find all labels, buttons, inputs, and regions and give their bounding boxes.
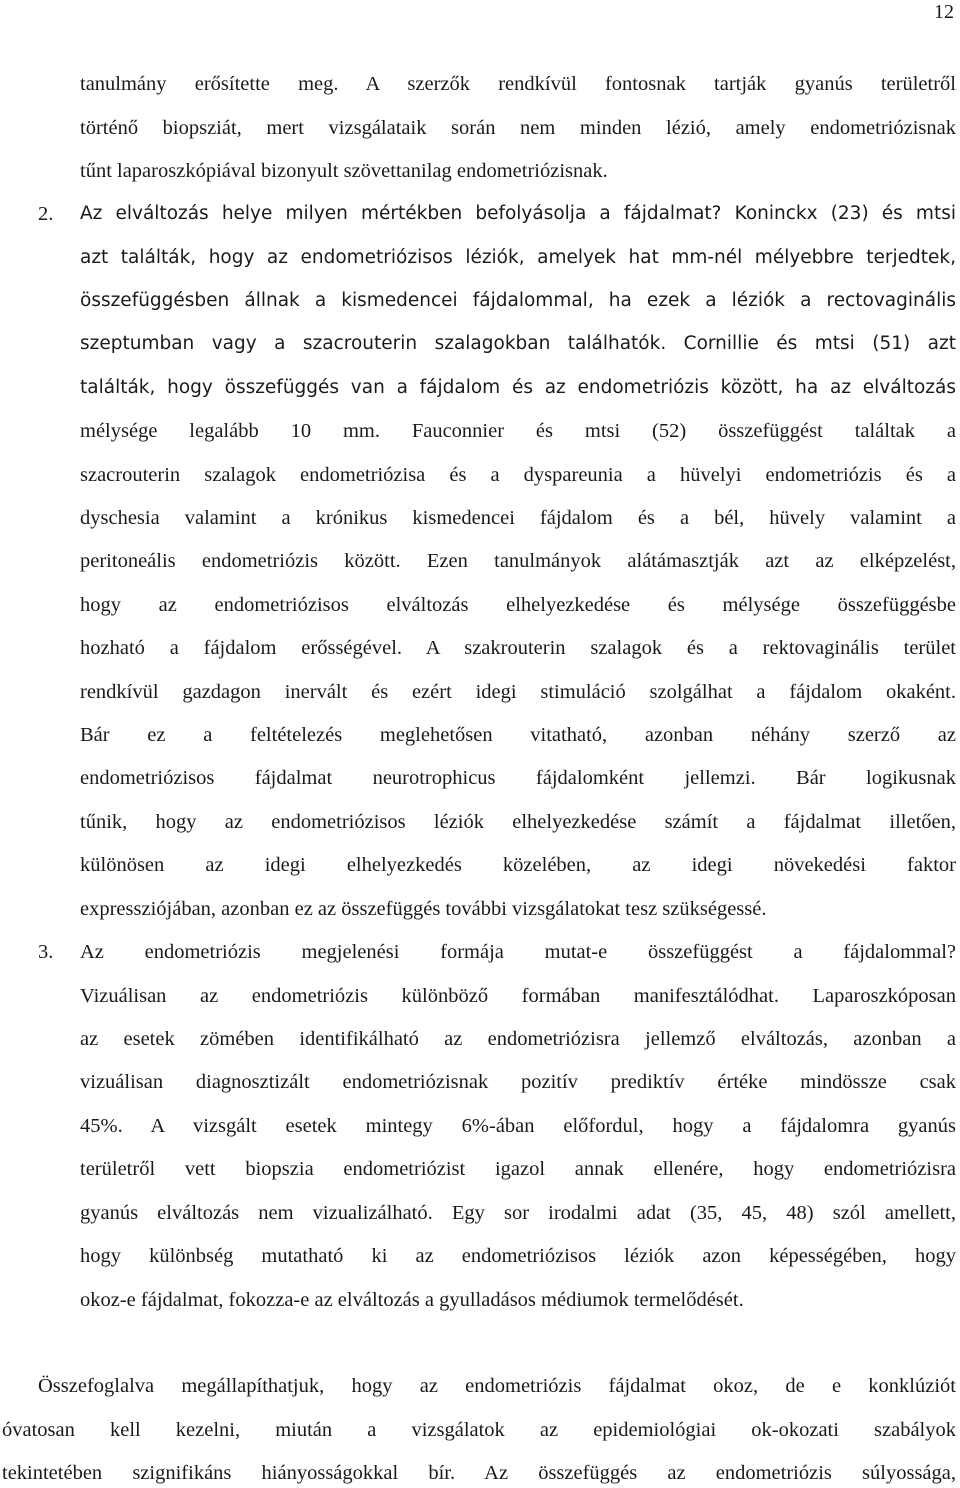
item3-line: okoz-e fájdalmat, fokozza-e az elváltozás a gyulladásos médiumok termelődését. — [80, 1289, 744, 1311]
item3-line: Az endometriózis megjelenési formája mutat-e összefüggést a fájdalommal? — [80, 941, 956, 963]
item2-line: hozható a fájdalom erősségével. A szakrouterin szalagok és a rektovaginális terület — [80, 637, 956, 659]
item2-line: expressziójában, azonban ez az összefüggés további vizsgálatokat tesz szükségessé. — [80, 898, 767, 920]
item2-line: hogy az endometriózisos elváltozás elhelyezkedése és mélysége összefüggésbe — [80, 594, 956, 616]
item2-line: szeptumban vagy a szacrouterin szalagokban találhatók. Cornillie és mtsi (51) azt — [80, 333, 956, 354]
item2-line: Az elváltozás helye milyen mértékben befolyásolja a fájdalmat? Koninckx (23) és mtsi — [80, 203, 956, 224]
item2-line: összefüggésben állnak a kismedencei fájdalommal, ha ezek a léziók a rectovaginális — [80, 290, 956, 311]
page-number: 12 — [934, 1, 954, 23]
item2-line: rendkívül gazdagon inervált és ezért idegi stimuláció szolgálhat a fájdalom okaként. — [80, 681, 956, 703]
intro-line: tűnt laparoszkópiával bizonyult szövettanilag endometriózisnak. — [80, 160, 608, 182]
item3-line: gyanús elváltozás nem vizualizálható. Egy sor irodalmi adat (35, 45, 48) szól amellett, — [80, 1202, 956, 1224]
list-item-number-3: 3. — [38, 941, 54, 963]
item3-line: hogy különbség mutatható ki az endometriózisos léziók azon képességében, hogy — [80, 1245, 956, 1267]
item2-line: találták, hogy összefüggés van a fájdalom és az endometriózis között, ha az elváltozás — [80, 377, 956, 398]
item2-line: különösen az idegi elhelyezkedés közelében, az idegi növekedési faktor — [80, 854, 956, 876]
summary-line: óvatosan kell kezelni, miután a vizsgálatok az epidemiológiai ok-okozati szabályok — [2, 1419, 956, 1441]
item3-line: az esetek zömében identifikálható az endometriózisra jellemző elváltozás, azonban a — [80, 1028, 956, 1050]
item3-line: területről vett biopszia endometriózist igazol annak ellenére, hogy endometriózisra — [80, 1158, 956, 1180]
item2-line: endometriózisos fájdalmat neurotrophicus fájdalomként jellemzi. Bár logikusnak — [80, 767, 956, 789]
item2-line: szacrouterin szalagok endometriózisa és a dyspareunia a hüvelyi endometriózis és a — [80, 464, 956, 486]
item2-line: tűnik, hogy az endometriózisos léziók elhelyezkedése számít a fájdalmat illetően, — [80, 811, 956, 833]
intro-line: történő biopsziát, mert vizsgálataik során nem minden lézió, amely endometriózisnak — [80, 117, 956, 139]
item3-line: vizuálisan diagnosztizált endometriózisnak pozitív prediktív értéke mindössze csak — [80, 1071, 956, 1093]
summary-line: Összefoglalva megállapíthatjuk, hogy az endometriózis fájdalmat okoz, de e konklúziót — [38, 1375, 956, 1397]
item2-line: dyschesia valamint a krónikus kismedencei fájdalom és a bél, hüvely valamint a — [80, 507, 956, 529]
intro-line: tanulmány erősítette meg. A szerzők rendkívül fontosnak tartják gyanús területről — [80, 73, 956, 95]
item3-line: Vizuálisan az endometriózis különböző formában manifesztálódhat. Laparoszkóposan — [80, 985, 956, 1007]
item2-line: mélysége legalább 10 mm. Fauconnier és mtsi (52) összefüggést találtak a — [80, 420, 956, 442]
item3-line: 45%. A vizsgált esetek mintegy 6%-ában előfordul, hogy a fájdalomra gyanús — [80, 1115, 956, 1137]
item2-line: Bár ez a feltételezés meglehetősen vitatható, azonban néhány szerző az — [80, 724, 956, 746]
list-item-number-2: 2. — [38, 203, 54, 225]
summary-line: tekintetében szignifikáns hiányosságokkal bír. Az összefüggés az endometriózis súlyossága, — [2, 1462, 956, 1484]
item2-line: peritoneális endometriózis között. Ezen tanulmányok alátámasztják azt az elképzelést, — [80, 550, 956, 572]
item2-line: azt találták, hogy az endometriózisos léziók, amelyek hat mm-nél mélyebbre terjedtek, — [80, 247, 956, 268]
